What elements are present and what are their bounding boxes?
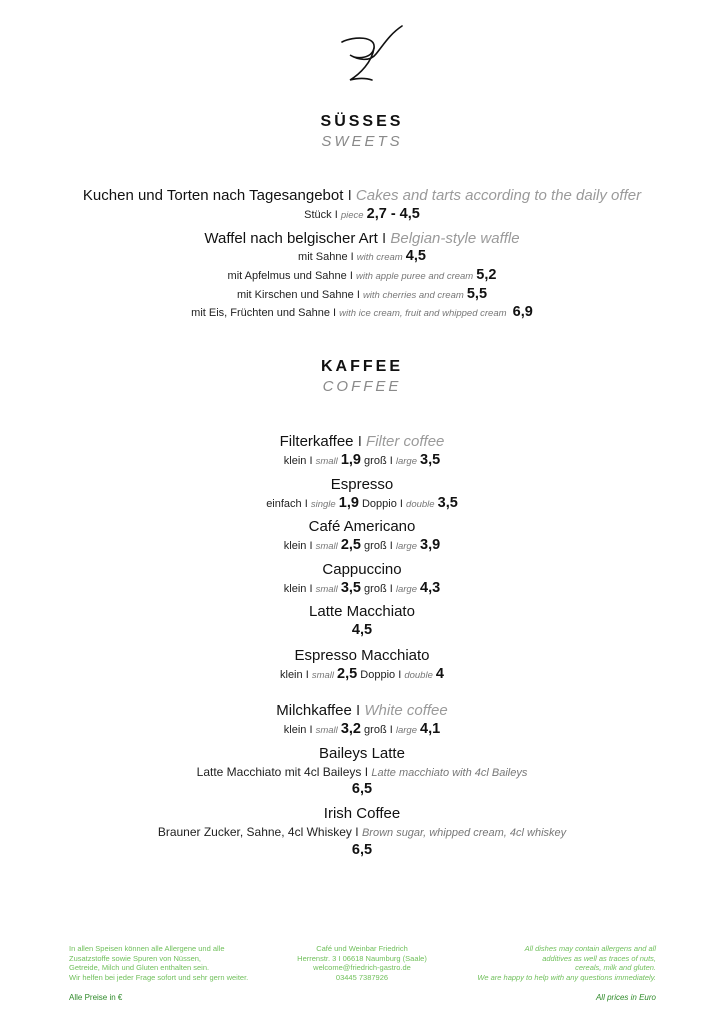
sweets-subtitle: SWEETS [321, 133, 403, 150]
menu-item-option: mit Eis, Früchten und Sahne I with ice cream, fruit and whipped cream 6,9 [191, 304, 533, 320]
menu-item-name: Filterkaffee I Filter coffee [279, 433, 445, 450]
price: 1,9 [338, 495, 359, 511]
price: 4,3 [420, 580, 441, 596]
menu-item-description: Brauner Zucker, Sahne, 4cl Whiskey I Brown sugar, whipped cream, 4cl whiskey [157, 825, 567, 839]
menu-item-name: Baileys Latte [319, 745, 405, 762]
allergen-note-en: All dishes may contain allergens and all additives as well as traces of nuts, cereals, milk and gluten. We are happy to help with any questions immediately. [477, 944, 656, 982]
menu-item-name: Milchkaffee I White coffee [276, 702, 448, 719]
price: 4,5 [351, 622, 373, 638]
price: 5,5 [466, 286, 488, 302]
menu-item-name: Cappuccino [322, 561, 402, 578]
price: 3,2 [340, 721, 361, 737]
price: 1,9 [340, 452, 361, 468]
menu-item-option: Stück I piece 2,7 - 4,5 [304, 206, 420, 222]
menu-item-option: klein I small 3,5 groß I large 4,3 [283, 580, 441, 596]
sweets-title: SÜSSES [320, 113, 404, 130]
menu-item-option: klein I small 2,5 groß I large 3,9 [283, 537, 441, 553]
menu-item-description: Latte Macchiato mit 4cl Baileys I Latte macchiato with 4cl Baileys [196, 765, 528, 779]
price: 3,5 [340, 580, 361, 596]
prices-note-en: All prices in Euro [595, 993, 656, 1002]
menu-item-option: klein I small 3,2 groß I large 4,1 [283, 721, 441, 737]
menu-item-name: Café Americano [308, 518, 416, 535]
prices-note-de: Alle Preise in € [69, 993, 123, 1002]
menu-item-option: mit Sahne I with cream 4,5 [298, 248, 426, 264]
price: 2,5 [340, 537, 361, 553]
menu-item-name: Irish Coffee [323, 805, 401, 822]
price: 6,5 [351, 842, 373, 858]
menu-item-option: mit Kirschen und Sahne I with cherries and cream 5,5 [236, 286, 488, 302]
price: 4,1 [420, 721, 441, 737]
menu-item-option: mit Apfelmus und Sahne I with apple puree and cream 5,2 [227, 267, 497, 283]
menu-item-option: klein I small 1,9 groß I large 3,5 [283, 452, 441, 468]
menu-item-option: einfach I single 1,9 Doppio I double 3,5 [266, 495, 458, 511]
price: 3,9 [420, 537, 441, 553]
menu-item-name: Kuchen und Torten nach Tagesangebot I Cakes and tarts according to the daily offer [82, 187, 642, 204]
swirl-logo-icon [332, 22, 412, 86]
price: 2,5 [337, 666, 358, 682]
menu-item-name: Waffel nach belgischer Art I Belgian-style waffle [204, 230, 520, 247]
price: 6,9 [512, 304, 533, 320]
price: 4 [435, 666, 444, 682]
price: 4,5 [405, 248, 426, 264]
menu-item-name: Espresso Macchiato [294, 647, 430, 664]
coffee-title: KAFFEE [321, 358, 403, 375]
allergen-note-de: In allen Speisen können alle Allergene und alle Zusatzstoffe sowie Spuren von Nüssen, Getreide, Milch und Gluten enthalten sein. Wir helfen bei jeder Frage sofort und sehr gern weiter. [69, 944, 249, 982]
price: 5,2 [476, 267, 497, 283]
sweets-heading [0, 113, 724, 150]
menu-item-name: Espresso [330, 476, 394, 493]
menu-item-name: Latte Macchiato [309, 603, 415, 620]
contact-info: Café und Weinbar Friedrich Herrenstr. 3 I 06618 Naumburg (Saale) welcome@friedrich-gastro.de 03445 7387926 [297, 944, 427, 982]
price: 6,5 [351, 781, 373, 797]
menu-item-option: klein I small 2,5 Doppio I double 4 [280, 666, 444, 682]
price: 3,5 [437, 495, 458, 511]
coffee-subtitle: COFFEE [322, 378, 402, 395]
price: 2,7 - 4,5 [366, 206, 420, 222]
price: 3,5 [420, 452, 441, 468]
coffee-heading [0, 358, 724, 395]
